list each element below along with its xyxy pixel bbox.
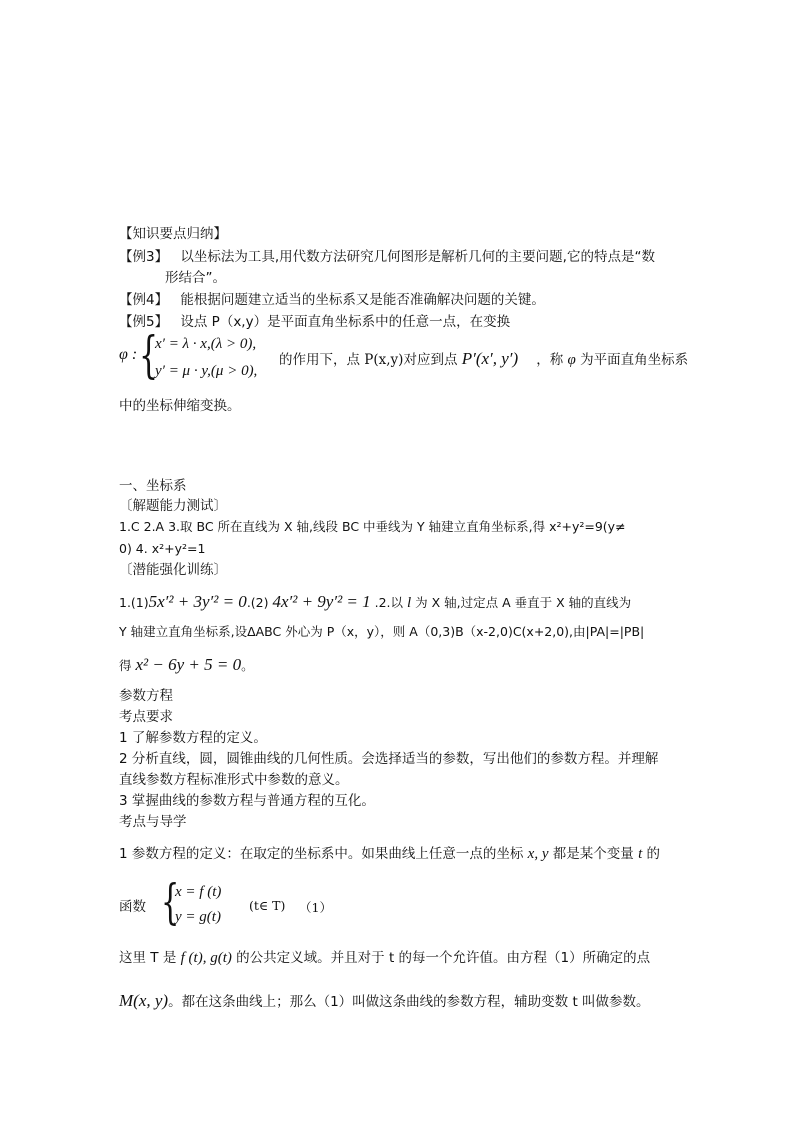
requirement-2b: 直线参数方程标准形式中参数的意义。 — [119, 772, 349, 788]
parametric-equation-formula — [119, 874, 619, 932]
param-eq-x: x = f (t) — [175, 884, 222, 900]
part1-sub1: 〔解题能力测试〕 — [119, 498, 227, 514]
point-p-prime: P′(x′, y′) — [461, 349, 519, 368]
requirement-1: 1 了解参数方程的定义。 — [119, 730, 267, 746]
requirement-2a: 2 分析直线，圆，圆锥曲线的几何性质。会选择适当的参数，写出他们的参数方程。并理解 — [119, 751, 659, 767]
part1-answers-2c: 得 x² − 6y + 5 = 0。 — [119, 655, 254, 674]
part2-title: 参数方程 — [119, 688, 173, 704]
param-domain: (t∈ T) — [249, 898, 286, 913]
requirement-3: 3 掌握曲线的参数方程与普通方程的互化。 — [119, 793, 375, 809]
transform-description: 的作用下，点 P(x,y)对应到点 P′(x′, y′) ，称 φ 为平面直角坐标系 — [279, 349, 689, 368]
part1-answers-2b: Y 轴建立直角坐标系,设ΔABC 外心为 P（x，y），则 A（0,3)B（x-2,0)C(x+2,0),由|PA|=|PB| — [119, 624, 645, 639]
function-label: 函数 — [119, 899, 146, 915]
transform-eq-x: x′ = λ · x,(λ > 0), — [155, 336, 257, 352]
example-5-tail: 中的坐标伸缩变换。 — [119, 398, 241, 414]
section-heading: 【知识要点归纳】 — [119, 226, 227, 242]
part1-answers-1b: 0) 4. x²+y²=1 — [119, 541, 206, 556]
part1-answers-1: 1.C 2.A 3.取 BC 所在直线为 X 轴,线段 BC 中垂线为 Y 轴建立直角坐标系,得 x²+y²=9(y≠ — [119, 519, 626, 534]
example-3-line-1 — [119, 249, 655, 265]
definition-xy: x, y — [527, 846, 549, 862]
point-m: M(x, y) — [119, 991, 169, 1010]
equation-number: （1） — [299, 900, 332, 915]
scaling-transform-formula — [119, 326, 689, 386]
example-3-tag: 【例3】 — [119, 249, 169, 265]
phi-symbol: φ : — [119, 346, 138, 363]
answer-eq-3: x² − 6y + 5 = 0 — [135, 655, 242, 674]
example-4-tag: 【例4】 — [119, 292, 169, 308]
answer-eq-1: 5x′² + 3y′² = 0 — [148, 592, 247, 611]
example-5-tag: 【例5】 — [119, 314, 169, 330]
example-5-text: 设点 P（x,y）是平面直角坐标系中的任意一点，在变换 — [180, 314, 511, 330]
example-4-text: 能根据问题建立适当的坐标系又是能否准确解决问题的关键。 — [180, 292, 545, 308]
param-eq-y: y = g(t) — [175, 909, 221, 925]
part1-answers-2a: 1.(1)5x′² + 3y′² = 0.(2) 4x′² + 9y′² = 1 .2.以 l 为 X 轴,过定点 A 垂直于 X 轴的直线为 — [119, 592, 632, 611]
example-3-text: 以坐标法为工具,用代数方法研究几何图形是解析几何的主要问题,它的特点是“数 — [180, 249, 655, 265]
example-3-line-2: 形结合”。 — [165, 270, 226, 286]
part1-title: 一、坐标系 — [119, 478, 187, 494]
parameter-definition-line: M(x, y)。都在这条曲线上；那么（1）叫做这条曲线的参数方程，辅助变数 t 叫做参数。 — [119, 991, 650, 1010]
requirements-title: 考点要求 — [119, 709, 173, 725]
definition-line: 1 参数方程的定义：在取定的坐标系中。如果曲线上任意一点的坐标 x, y 都是某个变量 t 的 — [119, 846, 661, 862]
brace-icon: { — [161, 874, 180, 930]
guide-title: 考点与导学 — [119, 814, 187, 830]
example-4-line — [119, 292, 545, 308]
transform-eq-y: y′ = μ · y,(μ > 0), — [155, 363, 258, 379]
brace-icon: { — [139, 326, 159, 384]
part1-sub2: 〔潜能强化训练〕 — [119, 562, 227, 578]
domain-explanation-line: 这里 T 是 f (t), g(t) 的公共定义域。并且对于 t 的每一个允许值。由方程（1）所确定的点 — [119, 950, 651, 966]
domain-functions: f (t), g(t) — [180, 950, 232, 966]
answer-eq-2: 4x′² + 9y′² = 1 — [272, 592, 371, 611]
